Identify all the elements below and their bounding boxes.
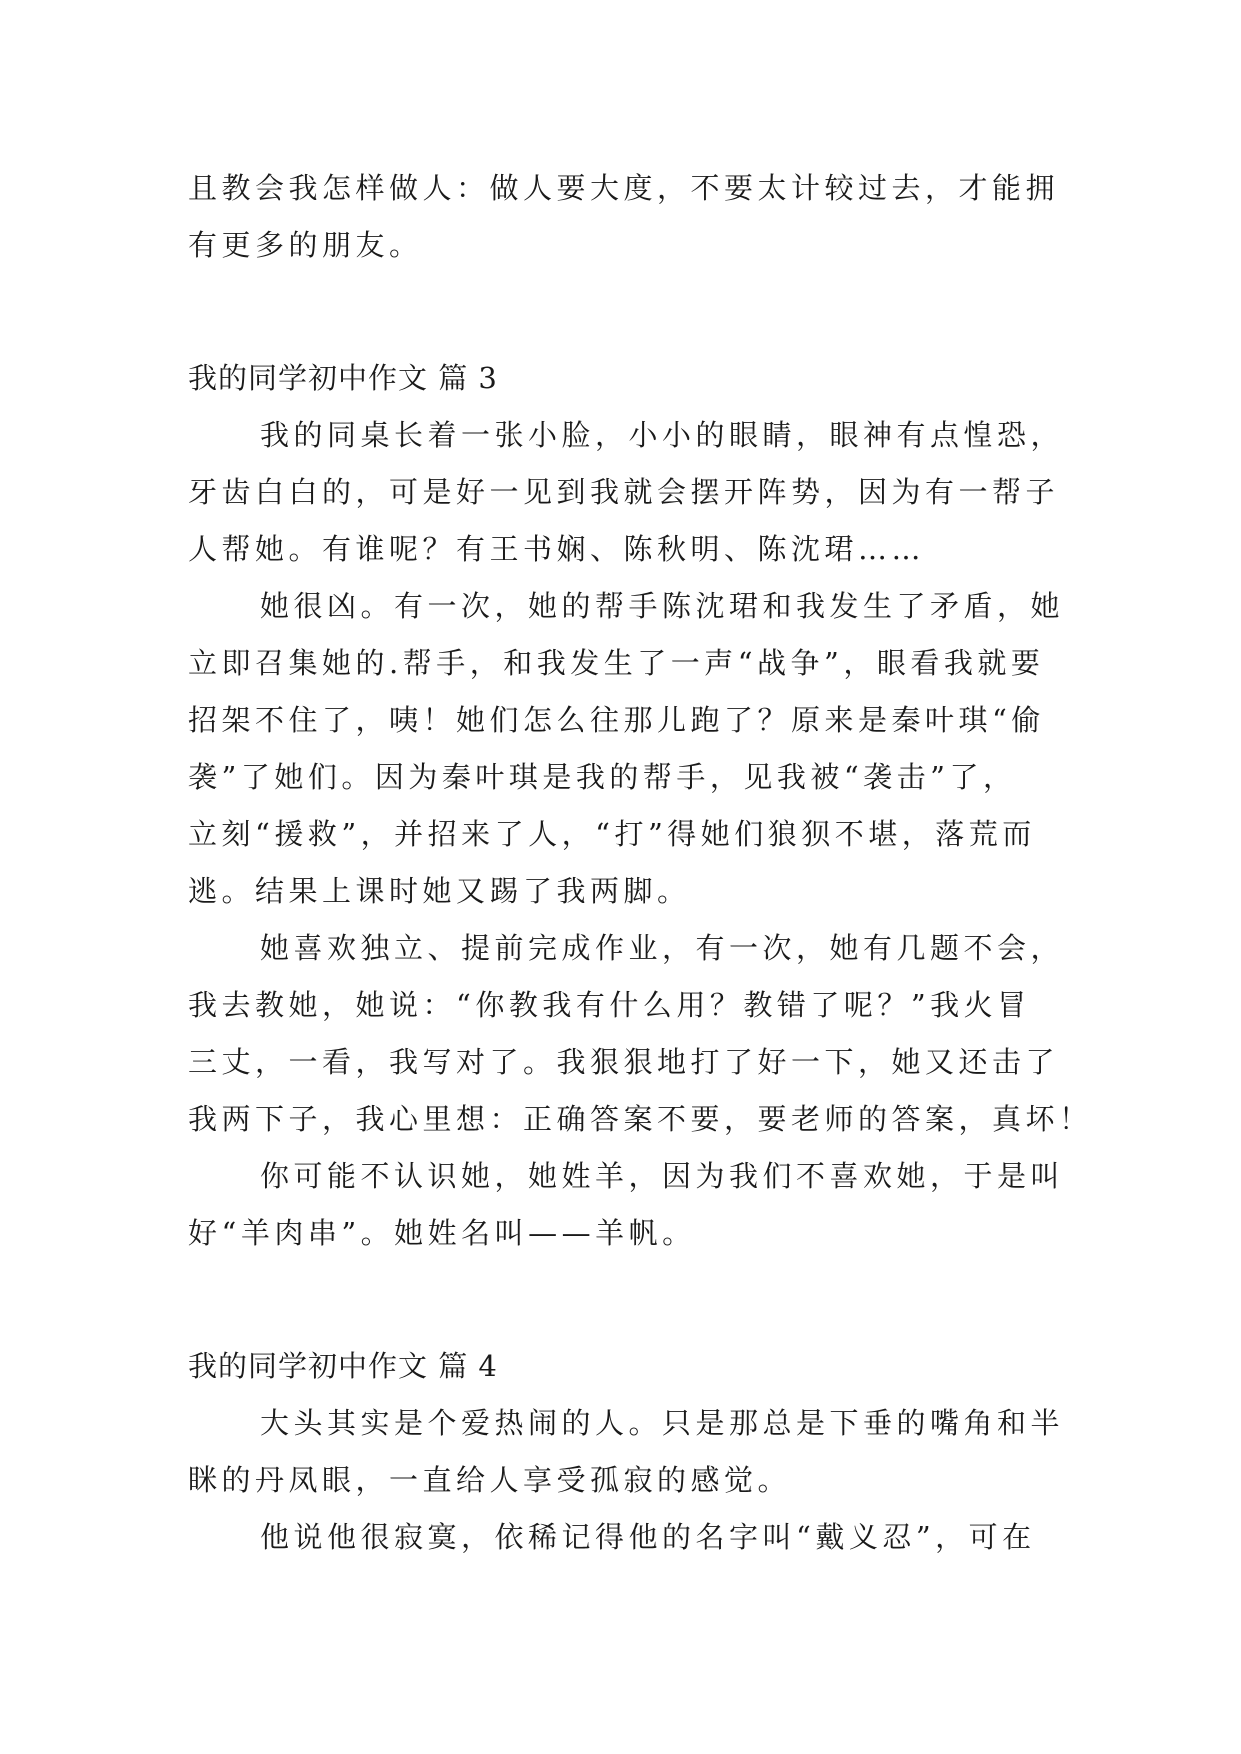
text-line: 逃。结果上课时她又踢了我两脚。 (188, 874, 691, 908)
text-line: 他说他很寂寞，依稀记得他的名字叫“戴义忍”，可在 (260, 1520, 1036, 1554)
text-line: 立刻“援救”，并招来了人，“打”得她们狼狈不堪，落荒而 (188, 817, 1036, 851)
section-3 (188, 350, 1093, 1262)
paragraph (188, 1395, 1068, 1509)
section-heading: 我的同学初中作文 篇 3 (188, 361, 498, 395)
section-4 (188, 1338, 1068, 1566)
section-heading: 我的同学初中作文 篇 4 (188, 1349, 498, 1383)
text-line: 牙齿白白的，可是好一见到我就会摆开阵势，因为有一帮子 (188, 475, 1060, 509)
text-line: 你可能不认识她，她姓羊，因为我们不喜欢她，于是叫 (260, 1159, 1065, 1193)
text-line: 立即召集她的.帮手，和我发生了一声“战争”，眼看我就要 (188, 646, 1045, 680)
paragraph (188, 578, 1068, 920)
section-gap (188, 1262, 1068, 1338)
text-line: 我去教她，她说：“你教我有什么用？教错了呢？”我火冒 (188, 988, 1031, 1022)
paragraph (188, 920, 1093, 1148)
text-line: 她很凶。有一次，她的帮手陈沈珺和我发生了矛盾，她 (260, 589, 1065, 623)
text-line: 大头其实是个爱热闹的人。只是那总是下垂的嘴角和半 (260, 1406, 1065, 1440)
text-line: 三丈，一看，我写对了。我狠狠地打了好一下，她又还击了 (188, 1045, 1060, 1079)
text-line: 且教会我怎样做人：做人要大度，不要太计较过去，才能拥 (188, 171, 1060, 205)
document-page (188, 160, 1093, 1566)
text-line: 眯的丹凤眼，一直给人享受孤寂的感觉。 (188, 1463, 792, 1497)
paragraph (188, 160, 1068, 274)
text-line: 袭”了她们。因为秦叶琪是我的帮手，见我被“袭击”了， (188, 760, 1017, 794)
text-line: 人帮她。有谁呢？有王书娴、陈秋明、陈沈珺…… (188, 532, 926, 566)
paragraph (188, 1148, 1068, 1262)
text-line: 好“羊肉串”。她姓名叫——羊帆。 (188, 1216, 696, 1250)
paragraph (188, 407, 1068, 578)
paragraph (188, 1509, 1068, 1566)
section-gap (188, 274, 1068, 350)
text-line: 我的同桌长着一张小脸，小小的眼睛，眼神有点惶恐， (260, 418, 1065, 452)
text-line: 招架不住了，咦！她们怎么往那儿跑了？原来是秦叶琪“偷 (188, 703, 1045, 737)
text-line: 她喜欢独立、提前完成作业，有一次，她有几题不会， (260, 931, 1065, 965)
text-line: 有更多的朋友。 (188, 228, 423, 262)
text-line: 我两下子，我心里想：正确答案不要，要老师的答案，真坏！ (188, 1102, 1093, 1136)
